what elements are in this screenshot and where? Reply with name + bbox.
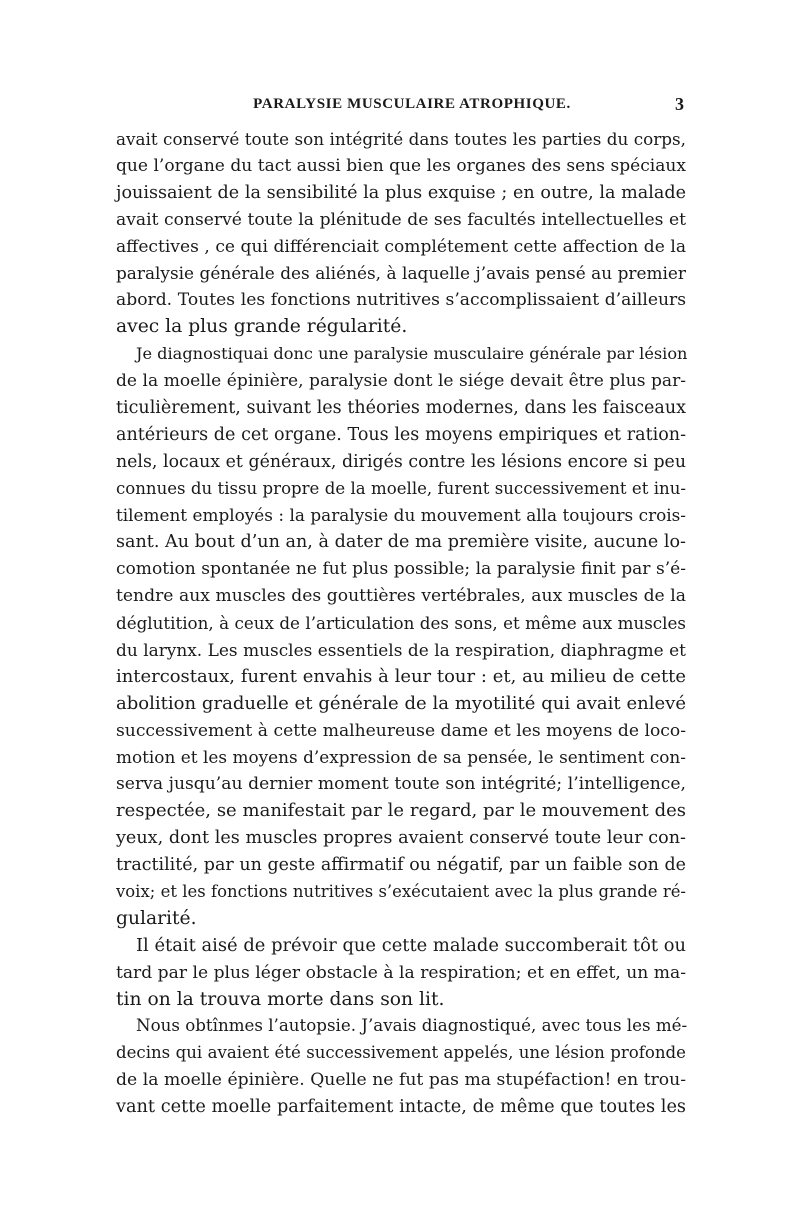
text-line: gularité. bbox=[116, 907, 197, 929]
paragraph-first-line: Nous obtînmes l’autopsie. J’avais diagnostiqué, avec tous les mé- bbox=[136, 1016, 688, 1036]
text-line: antérieurs de cet organe. Tous les moyens empiriques et ration- bbox=[116, 424, 686, 445]
text-line: abord. Toutes les fonctions nutritives s’accomplissaient d’ailleurs bbox=[116, 290, 686, 311]
text-line: tendre aux muscles des gouttières vertébrales, aux muscles de la bbox=[116, 586, 686, 607]
text-line: nels, locaux et généraux, dirigés contre les lésions encore si peu bbox=[116, 451, 686, 472]
text-line: tin on la trouva morte dans son lit. bbox=[116, 988, 445, 1010]
text-line: decins qui avaient été successivement appelés, une lésion profonde bbox=[116, 1043, 686, 1063]
text-line: tard par le plus léger obstacle à la respiration; et en effet, un ma- bbox=[116, 962, 686, 983]
text-line: avait conservé toute la plénitude de ses facultés intellectuelles et bbox=[116, 209, 686, 230]
text-line: connues du tissu propre de la moelle, furent successivement et inu- bbox=[116, 478, 686, 498]
text-line: voix; et les fonctions nutritives s’exécutaient avec la plus grande ré- bbox=[116, 881, 686, 901]
text-line: du larynx. Les muscles essentiels de la respiration, diaphragme et bbox=[116, 639, 686, 660]
text-line: que l’organe du tact aussi bien que les organes des sens spéciaux bbox=[116, 155, 686, 176]
text-line: tilement employés : la paralysie du mouvement alla toujours crois- bbox=[116, 505, 686, 526]
text-line: respectée, se manifestait par le regard, par le mouvement des bbox=[116, 800, 686, 822]
text-line: ticulièrement, suivant les théories modernes, dans les faisceaux bbox=[116, 397, 686, 418]
text-line: successivement à cette malheureuse dame et les moyens de loco- bbox=[116, 720, 686, 741]
text-line: motion et les moyens d’expression de sa pensée, le sentiment con- bbox=[116, 747, 686, 768]
page-number: 3 bbox=[675, 94, 684, 114]
text-line: déglutition, à ceux de l’articulation des sons, et même aux muscles bbox=[116, 613, 686, 634]
paragraph-first-line: Il était aisé de prévoir que cette malade succomberait tôt ou bbox=[136, 934, 686, 956]
text-line: vant cette moelle parfaitement intacte, de même que toutes les bbox=[116, 1097, 686, 1118]
text-line: avec la plus grande régularité. bbox=[116, 316, 408, 338]
text-line: affectives , ce qui différenciait complétement cette affection de la bbox=[116, 236, 686, 257]
text-line: avait conservé toute son intégrité dans toutes les parties du corps, bbox=[116, 129, 686, 149]
text-line: yeux, dont les muscles propres avaient conservé toute leur con- bbox=[116, 828, 686, 849]
text-line: jouissaient de la sensibilité la plus exquise ; en outre, la malade bbox=[116, 182, 686, 203]
text-line: sant. Au bout d’un an, à dater de ma première visite, aucune lo- bbox=[116, 532, 686, 553]
text-line: serva jusqu’au dernier moment toute son intégrité; l’intelligence, bbox=[116, 774, 686, 795]
text-line: paralysie générale des aliénés, à laquelle j’avais pensé au premier bbox=[116, 263, 686, 284]
text-line: de la moelle épinière. Quelle ne fut pas ma stupéfaction! en trou- bbox=[116, 1070, 686, 1091]
page-header bbox=[116, 96, 686, 122]
text-line: tractilité, par un geste affirmatif ou négatif, par un faible son de bbox=[116, 855, 686, 876]
paragraph-first-line: Je diagnostiquai donc une paralysie musculaire générale par lésion bbox=[136, 344, 688, 364]
body-text bbox=[116, 126, 686, 1121]
text-line: comotion spontanée ne fut plus possible; la paralysie finit par s’é- bbox=[116, 559, 686, 580]
text-line: de la moelle épinière, paralysie dont le siége devait être plus par- bbox=[116, 371, 686, 392]
text-line: intercostaux, furent envahis à leur tour : et, au milieu de cette bbox=[116, 665, 686, 687]
text-line: abolition graduelle et générale de la myotilité qui avait enlevé bbox=[116, 692, 686, 714]
running-title: PARALYSIE MUSCULAIRE ATROPHIQUE. bbox=[253, 96, 571, 112]
